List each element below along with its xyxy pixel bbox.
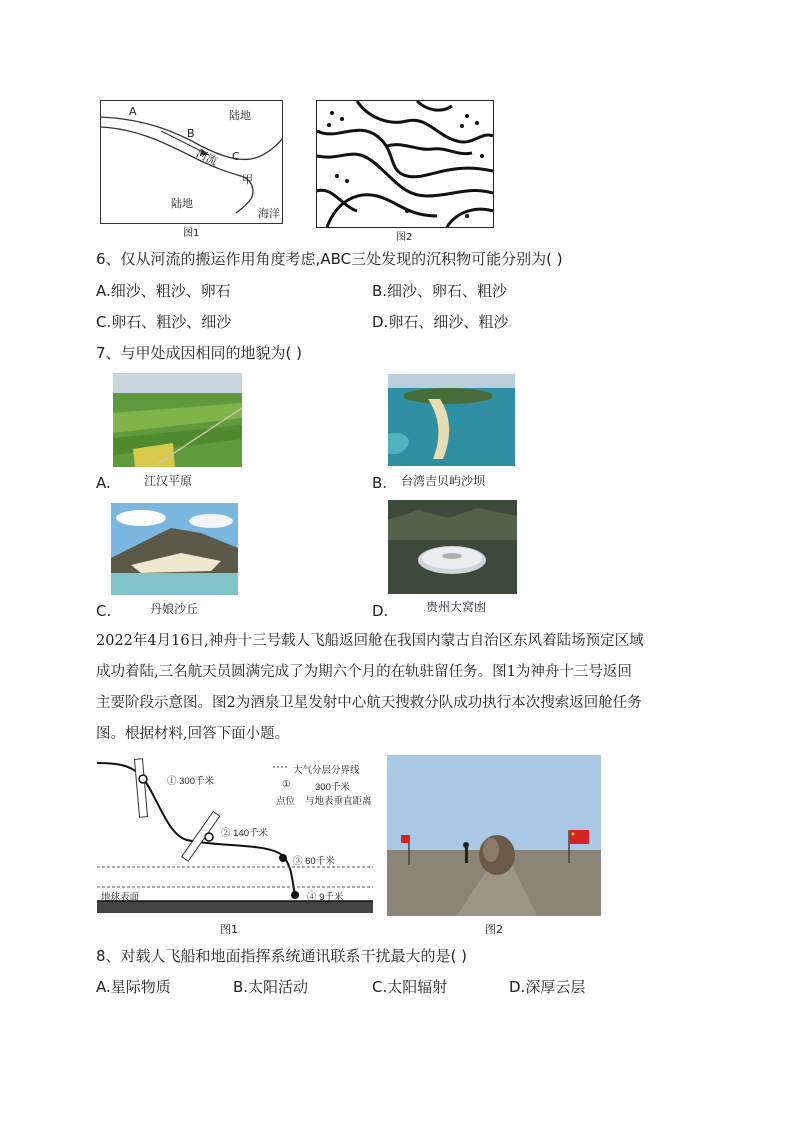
river-label: 河流 (194, 146, 220, 168)
legend-point-label: 点位 (276, 796, 296, 807)
point-3-label: ③ 60千米 (293, 856, 335, 867)
fig1-caption: 图1 (183, 228, 200, 239)
q8-option-a[interactable]: A.星际物质 (96, 978, 171, 996)
q6-option-a[interactable]: A.细沙、粗沙、卵石 (96, 282, 231, 300)
q7-option-d-letter[interactable]: D. (372, 602, 389, 620)
point-2-label: ② 140千米 (221, 828, 268, 839)
landing-site-photo (387, 755, 601, 916)
legend-point-symbol: ① (282, 779, 291, 790)
q7-photo-a (113, 373, 242, 467)
legend-distance-label: 与地表垂直距离 (305, 796, 372, 807)
contour-map-drawing (317, 101, 493, 227)
q8-option-d[interactable]: D.深厚云层 (509, 978, 586, 996)
reentry-diagram (97, 755, 373, 917)
q6-option-d[interactable]: D.卵石、细沙、粗沙 (372, 313, 509, 331)
legend-boundary-label: 大气分层分界线 (293, 765, 360, 776)
q7-option-a-letter[interactable]: A. (96, 474, 111, 492)
q7-photo-c (111, 503, 238, 595)
land-bottom-label: 陆地 (171, 197, 193, 210)
q6-option-b[interactable]: B.细沙、卵石、粗沙 (372, 282, 508, 300)
point-4-label: ④ 9千米 (307, 892, 344, 903)
passage-line-2: 成功着陆,三名航天员圆满完成了为期六个月的在轨驻留任务。图1为神舟十三号返回 (96, 664, 632, 680)
contour-map-figure (316, 100, 494, 228)
point-c-label: C (232, 150, 240, 163)
jia-label: 甲 (242, 173, 253, 186)
land-top-label: 陆地 (229, 109, 251, 122)
q7-option-c-letter[interactable]: C. (96, 602, 112, 620)
q7-option-a-caption: 江汉平原 (144, 474, 193, 488)
q7-stem: 7、与甲处成因相同的地貌为( ) (96, 344, 303, 362)
fig2-caption: 图2 (396, 232, 413, 243)
q6-stem: 6、仅从河流的搬运作用角度考虑,ABC三处发现的沉积物可能分别为( ) (96, 250, 563, 268)
q7-option-c-caption: 丹娘沙丘 (150, 602, 199, 616)
q8-option-b[interactable]: B.太阳活动 (233, 978, 309, 996)
point-b-label: B (187, 127, 195, 140)
q7-photo-d (388, 500, 517, 594)
q7-option-b-caption: 台湾吉贝屿沙坝 (401, 474, 486, 488)
earth-surface-label: 地球表面 (101, 892, 140, 903)
q6-option-c[interactable]: C.卵石、粗沙、细沙 (96, 313, 232, 331)
q8-stem: 8、对载人飞船和地面指挥系统通讯联系干扰最大的是( ) (96, 947, 468, 965)
q8-option-c[interactable]: C.太阳辐射 (372, 978, 448, 996)
point-1-label: ① 300千米 (167, 776, 214, 787)
legend-distance-value: 300千米 (315, 782, 350, 793)
fig3-caption: 图1 (220, 923, 238, 936)
passage-line-1: 2022年4月16日,神舟十三号载人飞船返回舱在我国内蒙古自治区东风着陆场预定区域 (96, 633, 644, 649)
fig4-caption: 图2 (485, 923, 503, 936)
passage-line-4: 图。根据材料,回答下面小题。 (96, 726, 290, 742)
ocean-label: 海洋 (258, 207, 280, 220)
q7-option-d-caption: 贵州大窝凼 (426, 600, 487, 614)
q7-option-b-letter[interactable]: B. (372, 474, 388, 492)
river-map-figure (100, 100, 283, 224)
point-a-label: A (129, 105, 137, 118)
passage-line-3: 主要阶段示意图。图2为酒泉卫星发射中心航天搜救分队成功执行本次搜索返回舱任务 (96, 695, 642, 711)
q7-photo-b (388, 374, 515, 466)
